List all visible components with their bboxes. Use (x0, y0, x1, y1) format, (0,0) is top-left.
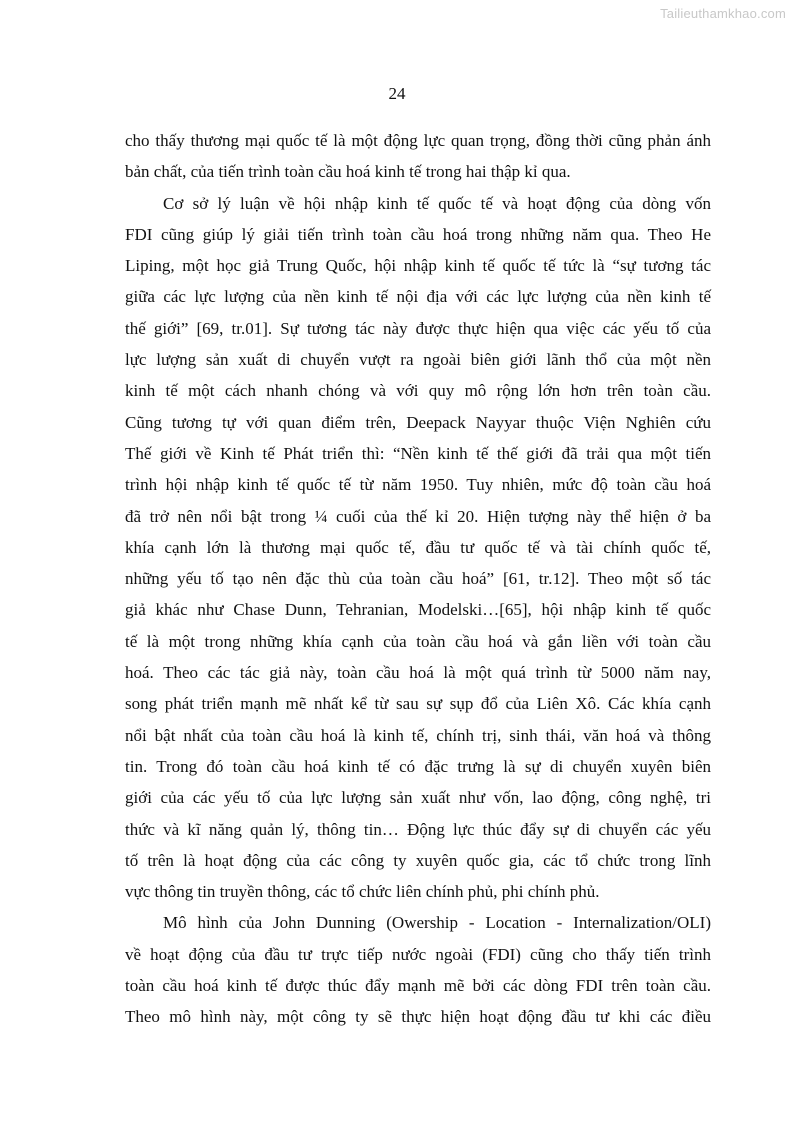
text-line: Mô hình của John Dunning (Owership - Location - Internalization/OLI) (163, 913, 711, 933)
text-line: tin. Trong đó toàn cầu hoá kinh tế có đặc trưng là sự di chuyển xuyên biên (125, 756, 711, 776)
text-line: giữa các lực lượng của nền kinh tế nội địa với các lực lượng của nền kinh tế (125, 287, 711, 307)
text-line: trình hội nhập kinh tế quốc tế từ năm 1950. Tuy nhiên, mức độ toàn cầu hoá (125, 475, 711, 495)
paragraph (125, 907, 711, 1032)
text-line: vực thông tin truyền thông, các tổ chức liên chính phủ, phi chính phủ. (125, 882, 600, 902)
body-text (125, 125, 711, 1033)
watermark: Tailieuthamkhao.com (660, 6, 786, 21)
text-line: khía cạnh lớn là thương mại quốc tế, đầu tư quốc tế và tài chính quốc tế, (125, 537, 711, 557)
text-line: nổi bật nhất của toàn cầu hoá là kinh tế, chính trị, sinh thái, văn hoá và thông (125, 725, 711, 745)
text-line: Thế giới về Kinh tế Phát triển thì: “Nền kinh tế thế giới đã trải qua một tiến (125, 443, 711, 463)
text-line: thế giới” [69, tr.01]. Sự tương tác này được thực hiện qua việc các yếu tố của (125, 318, 711, 338)
text-line: toàn cầu hoá kinh tế được thúc đẩy mạnh mẽ bởi các dòng FDI trên toàn cầu. (125, 976, 711, 996)
text-line: FDI cũng giúp lý giải tiến trình toàn cầu hoá trong những năm qua. Theo He (125, 224, 711, 244)
text-line: thức và kĩ năng quản lý, thông tin… Động lực thúc đẩy sự di chuyển các yếu (125, 819, 711, 839)
text-line: Theo mô hình này, một công ty sẽ thực hiện hoạt động đầu tư khi các điều (125, 1007, 711, 1027)
text-line: Cơ sở lý luận về hội nhập kinh tế quốc tế và hoạt động của dòng vốn (163, 193, 711, 213)
text-line: lực lượng sản xuất di chuyển vượt ra ngoài biên giới lãnh thổ của một nền (125, 350, 711, 370)
text-line: bản chất, của tiến trình toàn cầu hoá kinh tế trong hai thập kỉ qua. (125, 162, 571, 182)
text-line: song phát triển mạnh mẽ nhất kể từ sau sự sụp đổ của Liên Xô. Các khía cạnh (125, 694, 711, 714)
text-line: tế là một trong những khía cạnh của toàn cầu hoá và gắn liền với toàn cầu (125, 631, 711, 651)
text-line: đã trở nên nổi bật trong ¼ cuối của thế kỉ 20. Hiện tượng này thể hiện ở ba (125, 506, 711, 526)
text-line: Cũng tương tự với quan điểm trên, Deepack Nayyar thuộc Viện Nghiên cứu (125, 412, 711, 432)
page-number: 24 (388, 84, 406, 103)
text-line: hoá. Theo các tác giả này, toàn cầu hoá là một quá trình từ 5000 năm nay, (125, 663, 711, 683)
text-line: giới của các yếu tố của lực lượng sản xuất như vốn, lao động, công nghệ, tri (125, 788, 711, 808)
text-line: cho thấy thương mại quốc tế là một động lực quan trọng, đồng thời cũng phản ánh (125, 131, 711, 150)
text-line: về hoạt động của đầu tư trực tiếp nước ngoài (FDI) cũng cho thấy tiến trình (125, 944, 711, 964)
text-line: kinh tế một cách nhanh chóng và với quy mô rộng lớn hơn trên toàn cầu. (125, 381, 711, 401)
text-line: tố trên là hoạt động của các công ty xuyên quốc gia, các tổ chức trong lĩnh (125, 850, 711, 870)
text-line: giả khác như Chase Dunn, Tehranian, Modelski…[65], hội nhập kinh tế quốc (125, 600, 711, 620)
paragraph (125, 125, 711, 188)
text-line: những yếu tố tạo nên đặc thù của toàn cầu hoá” [61, tr.12]. Theo một số tác (125, 569, 711, 589)
text-line: Liping, một học giả Trung Quốc, hội nhập kinh tế quốc tế tức là “sự tương tác (125, 256, 711, 276)
paragraph (125, 188, 711, 908)
